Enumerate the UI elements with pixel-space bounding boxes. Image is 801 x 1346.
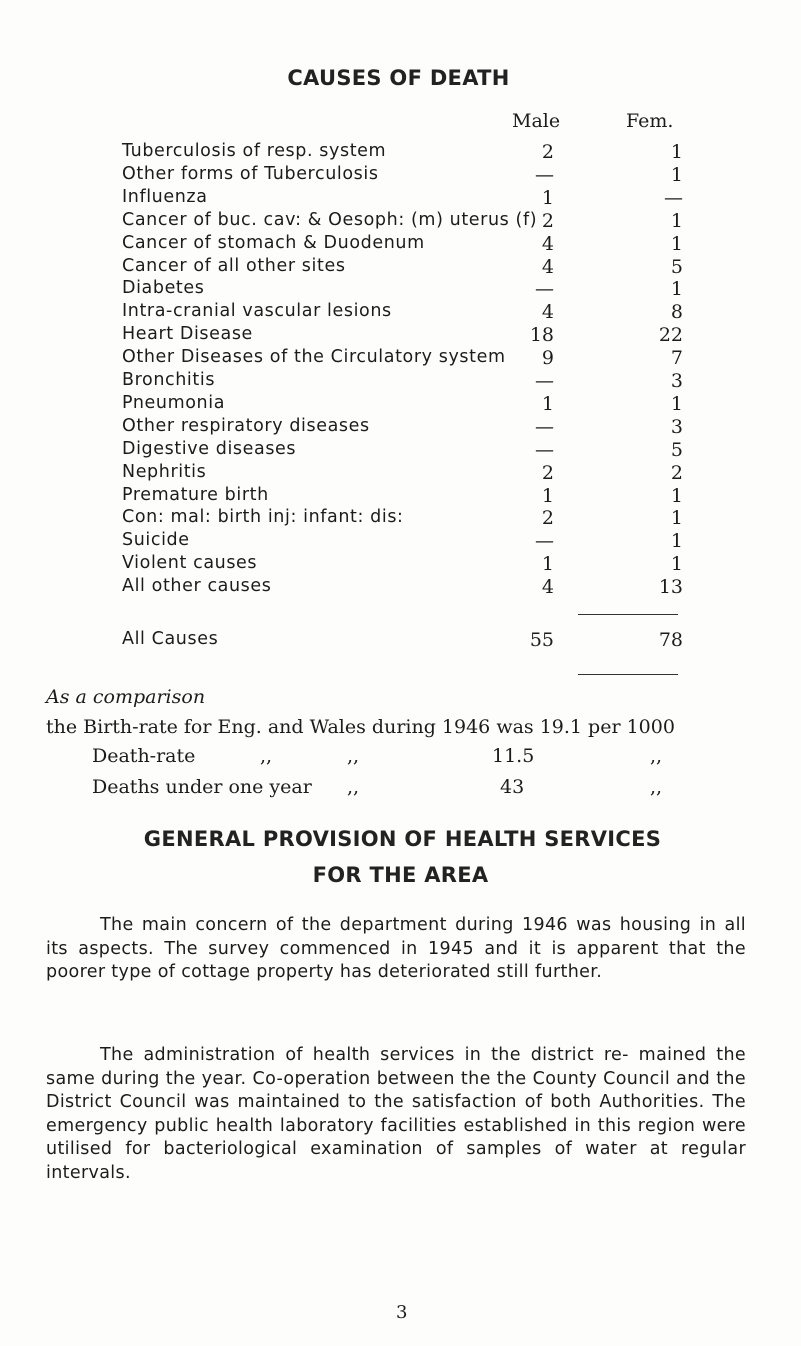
table-row	[0, 553, 801, 575]
cause-label: Heart Disease	[122, 324, 253, 345]
female-column-header: Fem.	[626, 110, 674, 132]
male-count: —	[535, 438, 554, 461]
table-row	[0, 416, 801, 438]
male-count: —	[535, 278, 554, 301]
cause-label: Diabetes	[122, 278, 205, 299]
cause-label: Suicide	[122, 530, 190, 551]
table-row	[0, 507, 801, 529]
ditto-mark: ,,	[347, 776, 360, 798]
table-row	[0, 576, 801, 598]
comparison-title: As a comparison	[46, 686, 206, 708]
female-count: 7	[670, 347, 683, 370]
table-row	[0, 370, 801, 392]
female-count: 1	[670, 530, 683, 553]
male-count: 1	[541, 553, 554, 576]
page-title: CAUSES OF DEATH	[287, 66, 510, 90]
cause-label: Tuberculosis of resp. system	[122, 141, 387, 161]
table-row	[0, 301, 801, 323]
cause-label: Pneumonia	[122, 392, 226, 413]
female-count: —	[664, 186, 683, 209]
female-count: 1	[670, 163, 683, 186]
table-row	[0, 324, 801, 346]
page-number: 3	[396, 1302, 408, 1323]
total-row	[0, 629, 801, 651]
table-row	[0, 278, 801, 300]
female-count: 5	[670, 438, 683, 461]
total-rule-top	[578, 614, 678, 615]
total-rule-bottom	[578, 674, 678, 675]
male-count: 1	[541, 484, 554, 507]
male-count: —	[535, 370, 554, 392]
female-count: 22	[658, 324, 683, 347]
cause-label: Violent causes	[122, 553, 258, 574]
cause-label: Influenza	[122, 186, 208, 207]
female-count: 1	[670, 278, 683, 301]
infant-deaths-value: 43	[500, 776, 525, 798]
female-count: 1	[670, 392, 683, 415]
table-row	[0, 187, 801, 209]
female-count: 1	[670, 232, 683, 255]
male-count: —	[535, 530, 554, 553]
section-title-line2: FOR THE AREA	[312, 863, 489, 887]
total-male: 55	[529, 629, 554, 651]
male-count: 2	[541, 461, 554, 484]
table-row	[0, 233, 801, 255]
death-rate-value: 11.5	[492, 745, 535, 767]
ditto-mark: ,,	[650, 776, 663, 798]
female-count: 1	[670, 141, 683, 163]
male-count: 4	[541, 255, 554, 278]
section-title-line1: GENERAL PROVISION OF HEALTH SERVICES	[143, 827, 662, 851]
male-count: 2	[541, 141, 554, 163]
table-row	[0, 210, 801, 232]
female-count: 5	[670, 255, 683, 278]
table-row	[0, 141, 801, 163]
female-count: 1	[670, 484, 683, 507]
table-row	[0, 530, 801, 552]
death-rate-label: Death-rate	[92, 745, 196, 767]
female-count: 3	[670, 415, 683, 438]
male-column-header: Male	[512, 110, 561, 132]
table-row	[0, 164, 801, 186]
birth-rate-line: the Birth-rate for Eng. and Wales during 1946 was 19.1 per 1000	[46, 716, 675, 738]
male-count: 2	[541, 209, 554, 232]
female-count: 3	[670, 370, 683, 392]
total-label: All Causes	[122, 629, 219, 649]
cause-label: Other respiratory diseases	[122, 415, 370, 436]
male-count: 18	[529, 324, 554, 347]
cause-label: Bronchitis	[122, 370, 216, 390]
paragraph-administration: The administration of health services in the district re- mained the same during the year. Co-operation between the the County Council and the District Council was maintained to the satisfaction of both Authorities. The emergency public health laboratory facilities established in this region were utilised for bacteriological examination of samples of water at regular intervals.	[46, 1045, 746, 1183]
table-row	[0, 485, 801, 507]
cause-label: All other causes	[122, 576, 272, 597]
cause-label: Other Diseases of the Circulatory system	[122, 347, 506, 368]
male-count: —	[535, 415, 554, 438]
ditto-mark: ,,	[650, 745, 663, 767]
male-count: 4	[541, 301, 554, 324]
ditto-mark: ,,	[260, 745, 273, 767]
cause-label: Con: mal: birth inj: infant: dis:	[122, 507, 404, 528]
paragraph-housing: The main concern of the department during 1946 was housing in all its aspects. The survey commenced in 1945 and it is apparent that the poorer type of cottage property has deteriorated still further.	[46, 915, 746, 982]
cause-label: Cancer of stomach & Duodenum	[122, 232, 425, 253]
male-count: 2	[541, 507, 554, 530]
total-female: 78	[658, 629, 683, 651]
female-count: 8	[670, 301, 683, 324]
female-count: 13	[658, 576, 683, 599]
table-row	[0, 439, 801, 461]
male-count: 9	[541, 347, 554, 370]
cause-label: Intra-cranial vascular lesions	[122, 301, 392, 322]
male-count: 4	[541, 232, 554, 255]
female-count: 1	[670, 553, 683, 576]
table-row	[0, 347, 801, 369]
male-count: 1	[541, 186, 554, 209]
cause-label: Digestive diseases	[122, 438, 297, 459]
cause-label: Premature birth	[122, 484, 269, 505]
table-row	[0, 393, 801, 415]
cause-label: Cancer of all other sites	[122, 255, 346, 276]
male-count: 1	[541, 392, 554, 415]
table-row	[0, 256, 801, 278]
infant-deaths-label: Deaths under one year	[92, 776, 312, 798]
female-count: 1	[670, 507, 683, 530]
male-count: —	[535, 163, 554, 186]
female-count: 1	[670, 209, 683, 232]
table-row	[0, 462, 801, 484]
female-count: 2	[670, 461, 683, 484]
cause-label: Cancer of buc. cav: & Oesoph: (m) uterus (f)	[122, 209, 538, 230]
cause-label: Nephritis	[122, 461, 207, 482]
ditto-mark: ,,	[347, 745, 360, 767]
cause-label: Other forms of Tuberculosis	[122, 163, 379, 184]
male-count: 4	[541, 576, 554, 599]
